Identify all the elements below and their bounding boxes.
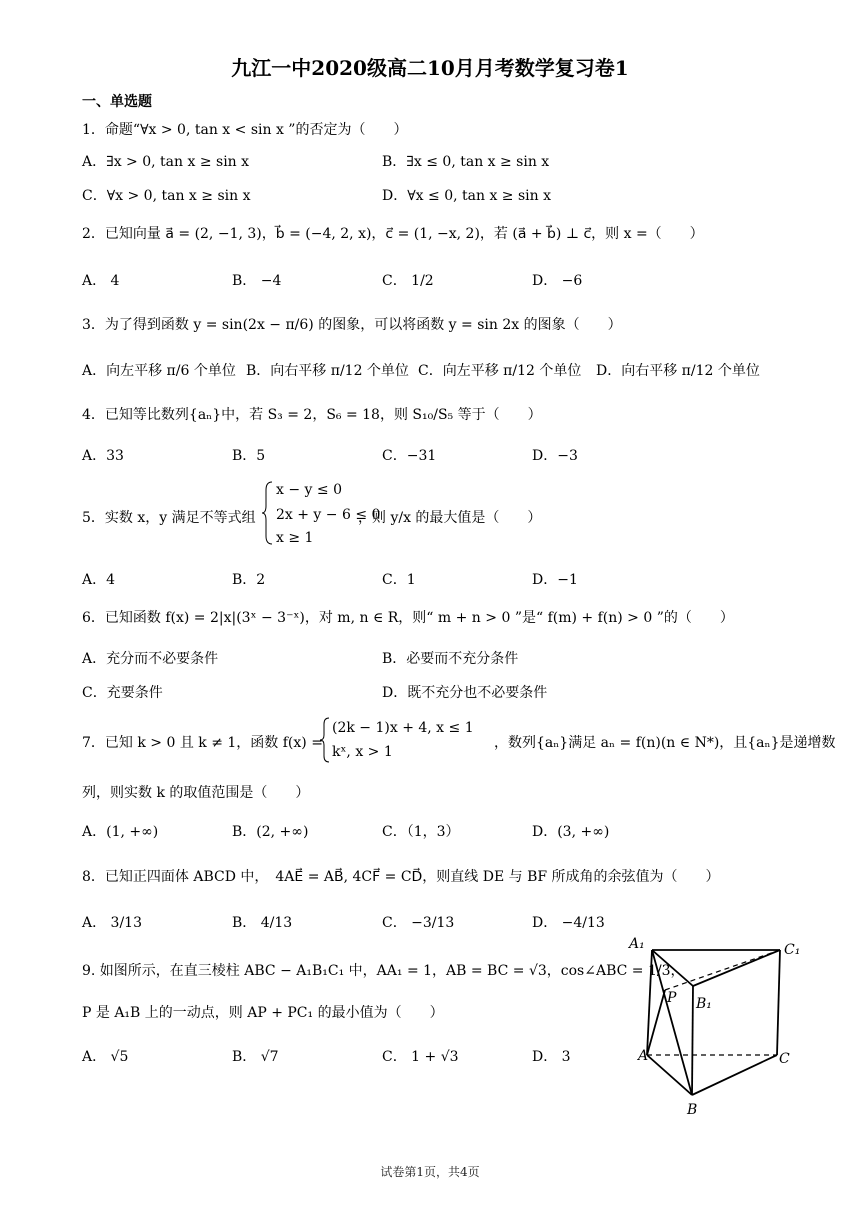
label-p: P [667,990,677,1006]
hidden-segment-pc1 [665,950,780,990]
question-1-option-d: D．∀x ≤ 0, tan x ≥ sin x [382,188,551,204]
question-1-option-c: C．∀x > 0, tan x ≥ sin x [82,188,251,204]
question-3-stem: 3．为了得到函数 y = sin(2x − π/6) 的图象，可以将函数 y = sin 2x 的图象（ ） [82,317,622,333]
question-8-option-d: D． −4/13 [532,915,605,931]
question-9-stem: 9. 如图所示，在直三棱柱 ABC − A₁B₁C₁ 中，AA₁ = 1，AB = BC = √3，cos∠ABC = 1/3， [82,963,685,979]
question-6-option-b: B．必要而不充分条件 [382,651,519,667]
question-5-stem-b: ，则 y/x 的最大值是（ ） [358,510,542,526]
question-7-option-a: A．(1, +∞) [82,824,159,840]
question-7-option-c: C．（1，3） [382,824,460,840]
question-1-option-b: B．∃x ≤ 0, tan x ≥ sin x [382,154,550,170]
question-9-option-d: D． 3 [532,1049,571,1065]
edge-c1c [777,950,780,1055]
question-8-option-c: C． −3/13 [382,915,455,931]
label-b1: B₁ [696,996,712,1012]
question-9-option-b: B． √7 [232,1049,279,1065]
question-8-option-a: A． 3/13 [82,915,142,931]
question-1-option-a: A．∃x > 0, tan x ≥ sin x [82,154,250,170]
edge-b1b [692,986,693,1095]
label-b: B [687,1102,698,1118]
question-6-stem: 6．已知函数 f(x) = 2|x|(3ˣ − 3⁻ˣ)，对 m, n ∈ R，则“ m + n > 0 ”是“ f(m) + f(n) > 0 ”的（ ） [82,610,734,626]
question-4-option-b: B．5 [232,448,266,464]
question-3-option-b: B．向右平移 π/12 个单位 [246,363,409,379]
question-2-option-b: B． −4 [232,273,282,289]
question-3-option-c: C．向左平移 π/12 个单位 [418,363,582,379]
question-4-option-a: A．33 [82,448,124,464]
question-7-piece-1: (2k − 1)x + 4, x ≤ 1 [332,720,474,736]
question-8-stem: 8．已知正四面体 ABCD 中， 4AE⃗ = AB⃗, 4CF⃗ = CD⃗，则直线 DE 与 BF 所成角的余弦值为（ ） [82,869,720,885]
question-5-condition-2: 2x + y − 6 ≤ 0 [276,507,381,523]
question-5-option-d: D．−1 [532,572,578,588]
edge-a1b1 [652,950,693,986]
question-7-option-d: D．(3, +∞) [532,824,610,840]
question-2-option-c: C． 1/2 [382,273,434,289]
question-6-option-d: D．既不充分也不必要条件 [382,685,548,701]
edge-ab [647,1055,692,1095]
question-2-stem: 2．已知向量 a⃗ = (2, −1, 3)，b⃗ = (−4, 2, x)，c⃗ = (1, −x, 2)，若 (a⃗ + b⃗) ⊥ c⃗，则 x =（ ） [82,226,704,242]
question-5-stem-a: 5．实数 x，y 满足不等式组 [82,510,256,526]
page-footer: 试卷第1页，共4页 [380,1165,480,1179]
question-9-option-c: C． 1 + √3 [382,1049,459,1065]
question-7-stem-b: ，数列{aₙ}满足 aₙ = f(n)(n ∈ N*)，且{aₙ}是递增数 [494,735,836,751]
question-4-option-d: D．−3 [532,448,578,464]
question-4-stem: 4．已知等比数列{aₙ}中，若 S₃ = 2，S₆ = 18，则 S₁₀/S₅ 等于（ ） [82,407,542,423]
segment-a1b [652,950,692,1095]
label-c1: C₁ [784,942,801,958]
question-7-stem-a: 7．已知 k > 0 且 k ≠ 1，函数 f(x) = [82,735,323,751]
section-heading: 一、单选题 [82,94,152,110]
question-5-option-c: C．1 [382,572,416,588]
question-8-option-b: B． 4/13 [232,915,293,931]
label-a: A [638,1048,649,1064]
question-5-option-b: B．2 [232,572,266,588]
question-9-stem-c: P 是 A₁B 上的一动点，则 AP + PC₁ 的最小值为（ ） [82,1005,444,1021]
question-5-condition-3: x ≥ 1 [276,530,314,546]
question-5-option-a: A．4 [82,572,116,588]
question-6-option-a: A．充分而不必要条件 [82,651,219,667]
label-c: C [779,1051,790,1067]
label-a1: A₁ [629,936,645,952]
question-9-option-a: A． √5 [82,1049,129,1065]
question-5-condition-1: x − y ≤ 0 [276,482,342,498]
question-7-piece-2: kˣ, x > 1 [332,744,393,760]
page-title: 九江一中2020级高二10月月考数学复习卷1 [231,56,629,80]
edge-bc [692,1055,777,1095]
question-7-option-b: B．(2, +∞) [232,824,309,840]
question-2-option-d: D． −6 [532,273,583,289]
question-5-brace [262,480,274,546]
prism-figure [625,930,815,1120]
question-7-brace [320,716,330,764]
question-6-option-c: C．充要条件 [82,685,163,701]
question-4-option-c: C．−31 [382,448,437,464]
question-1-stem: 1．命题“∀x > 0, tan x < sin x ”的否定为（ ） [82,122,408,138]
edge-b1c1 [693,950,780,986]
question-3-option-a: A．向左平移 π/6 个单位 [82,363,236,379]
question-7-stem-c: 列，则实数 k 的取值范围是（ ） [82,785,310,801]
question-3-option-d: D．向右平移 π/12 个单位 [596,363,760,379]
question-2-option-a: A． 4 [82,273,120,289]
